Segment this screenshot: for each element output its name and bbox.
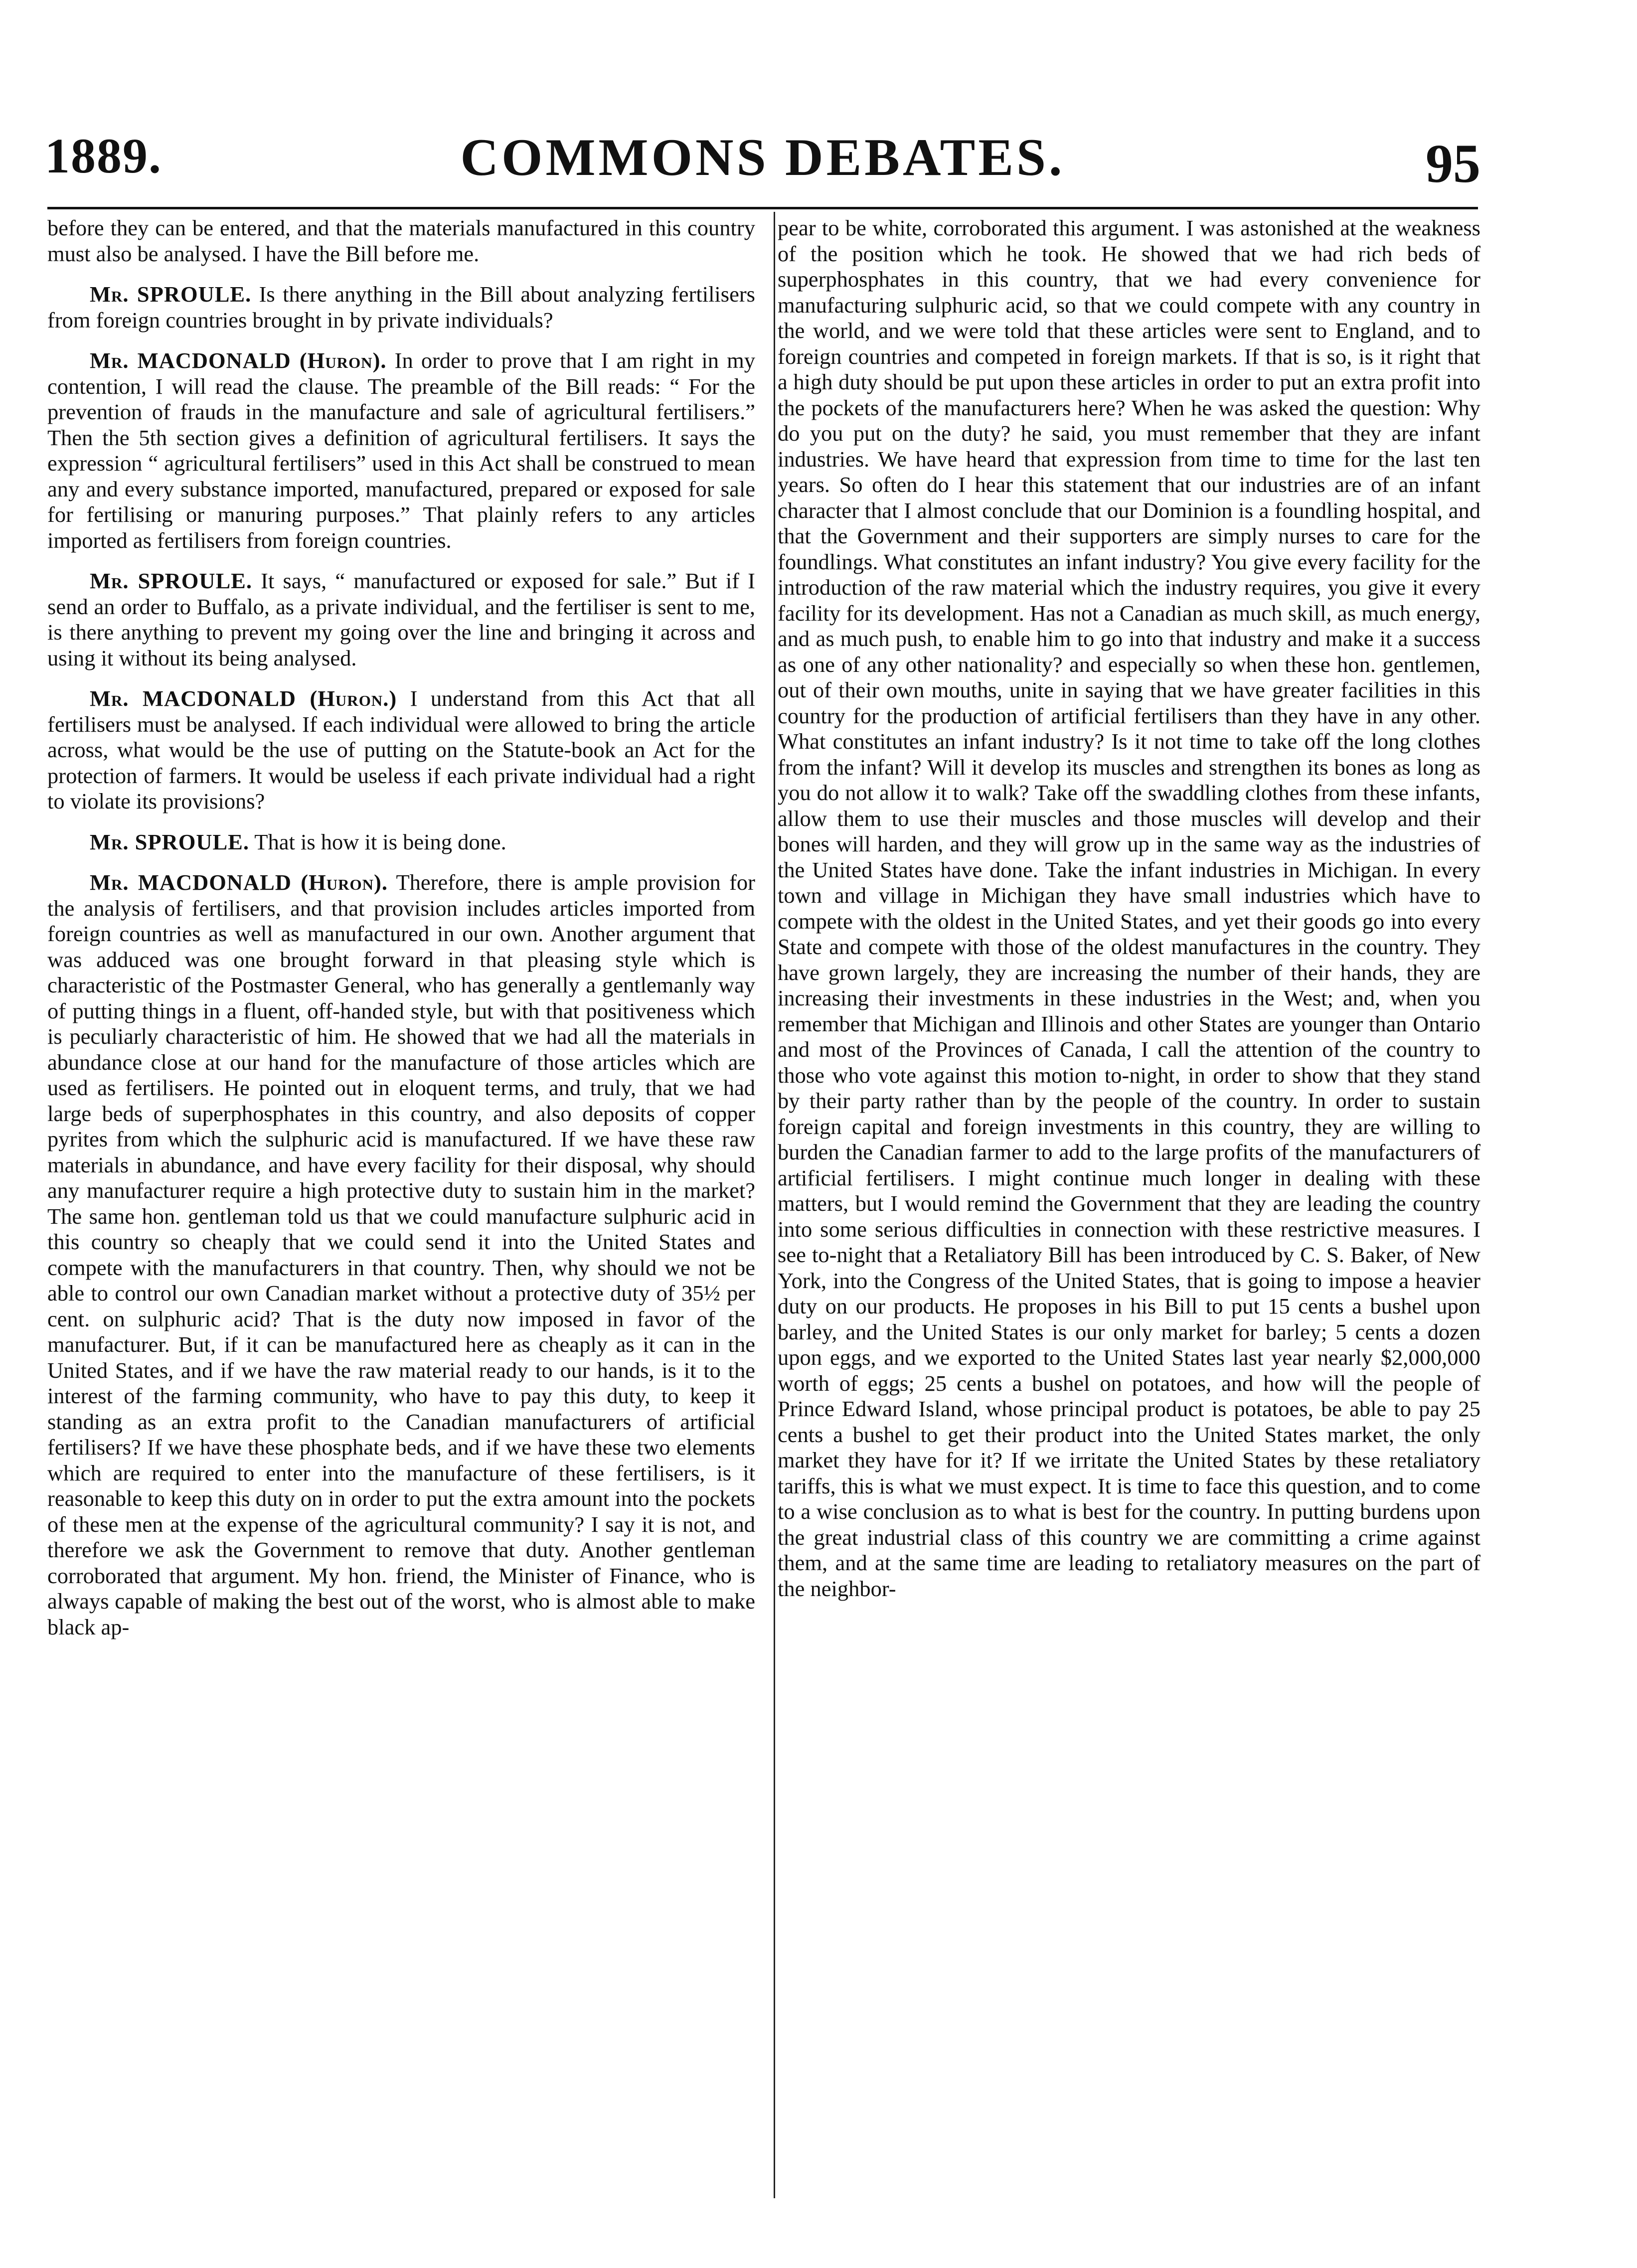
page-header	[45, 127, 1480, 192]
left-column	[47, 215, 755, 1655]
speech-text: It says, “ manufactured or exposed for sale.” But if I send an order to Buffalo, as a private individual, and the fertiliser is sent to me, is there anything to prevent my going over the line and bringing it across and using it without its being analysed.	[47, 568, 756, 670]
speaker-name: Mr. MACDONALD (Huron.)	[90, 686, 397, 711]
speech-paragraph	[47, 829, 755, 855]
speech-text: Is there anything in the Bill about analyzing fertilisers from foreign countries brought in by private individuals?	[47, 282, 755, 332]
header-year: 1889.	[45, 128, 162, 183]
speech-text: Therefore, there is ample provision for the analysis of fertilisers, and that provision includes articles imported from foreign countries as well as manufactured in our own. Another argument that was adduced was one brought forward in that pleasing style which is characteristic of the Postmaster General, who has generally a gentlemanly way of putting things in a fluent, off-handed style, but with that positiveness which is peculiarly characteristic of him. He showed that we had all the materials in abundance close at our hand for the manufacture of those articles which are used as fertilisers. He pointed out in eloquent terms, and truly, that we had large beds of superphosphates in this country, and also deposits of copper pyrites from which the sulphuric acid is manufactured. If we have these raw materials in abundance, and have every facility for their disposal, why should any manufacturer require a high protective duty to sustain him in the market? The same hon. gentleman told us that we could manufacture sulphuric acid in this country so cheaply that we could send it into the United States and compete with the manufacturers in that country. Then, why should we not be able to control our own Canadian market without a protective duty of 35½ per cent. on sulphuric acid? That is the duty now imposed in favor of the manufacturer. But, if it can be manufactured here as cheaply as it can in the United States, and if we have the raw material ready to our hands, is it to the interest of the farming community, who have to pay this duty, to keep it standing as an extra profit to the Canadian manufacturers of artificial fertilisers? If we have these phosphate beds, and if we have these two elements which are required to enter into the manufacture of these fertilisers, is it reasonable to keep this duty on in order to put the extra amount into the pockets of these men at the expense of the agricultural community? I say it is not, and therefore we ask the Government to remove that duty. Another gentleman corroborated that argument. My hon. friend, the Minister of Finance, who is always capable of making the best out of the worst, who is almost able to make black ap-	[47, 870, 755, 1639]
paragraph-continuation: before they can be entered, and that the materials manufactured in this country must also be analysed. I have the Bill before me.	[47, 215, 755, 266]
speech-paragraph	[47, 870, 755, 1640]
right-column	[778, 215, 1480, 1617]
paragraph-continuation: pear to be white, corroborated this argument. I was astonished at the weakness of the position which he took. He showed that we had rich beds of superphosphates in this country, that we had every convenience for manufacturing sulphuric acid, so that we could compete with any country in the world, and we were told that these articles were sent to England, and to foreign countries and competed in foreign markets. If that is so, is it right that a high duty should be put upon these articles in order to put an extra profit into the pockets of the manufacturers here? When he was asked the question: Why do you put on the duty? he said, you must remember that they are infant industries. We have heard that expression from time to time for the last ten years. So often do I hear this statement that our industries are of an infant character that I almost conclude that our Dominion is a foundling hospital, and that the Government and their supporters are simply nurses to care for the foundlings. What constitutes an infant industry? You give every facility for the introduction of the raw material which the industry requires, you give it every facility for its development. Has not a Canadian as much skill, as much energy, and as much push, to enable him to go into that industry and make it a success as one of any other nationality? and especially so when these hon. gentlemen, out of their own mouths, unite in saying that we have greater facilities in this country for the production of artificial fertilisers than they have in any other. What constitutes an infant industry? Is it not time to take off the long clothes from the infant? Will it develop its muscles and strengthen its bones as long as you do not allow it to walk? Take off the swaddling clothes from these infants, allow them to use their muscles and those muscles will develop and their bones will harden, and they will grow up in the same way as the industries of the United States have done. Take the infant industries in Michigan. In every town and village in Michigan they have small industries which have to compete with the oldest in the United States, and yet their goods go into every State and compete with those of the oldest manufactures in the country. They have grown largely, they are increasing the number of their hands, they are increasing their investments in these industries in the West; and, when you remember that Michigan and Illinois and other States are younger than Ontario and most of the Provinces of Canada, I call the attention of the country to those who vote against this motion to-night, in order to show that they stand by their party rather than by the people of the country. In order to sustain foreign capital and foreign investments in this country, they are willing to burden the Canadian farmer to add to the large profits of the manufacturers of artificial fertilisers. I might continue much longer in dealing with these matters, but I would remind the Government that they are leading the country into some serious difficulties in connection with these restrictive measures. I see to-night that a Retaliatory Bill has been introduced by C. S. Baker, of New York, into the Congress of the United States, that is going to impose a heavier duty on our products. He proposes in his Bill to put 15 cents a bushel upon barley, and the United States is our only market for barley; 5 cents a dozen upon eggs, and we exported to the United States last year nearly $2,000,000 worth of eggs; 25 cents a bushel on potatoes, and how will the people of Prince Edward Island, whose principal product is potatoes, be able to pay 25 cents a bushel to get their product into the United States market, the only market they have for it? If we irritate the United States by these retaliatory tariffs, this is what we must expect. It is time to face this question, and to come to a wise conclusion as to what is best for the country. In putting burdens upon the great industrial class of this country we are committing a crime against them, and at the same time are leading to retaliatory measures on the part of the neighbor-	[778, 215, 1480, 1601]
speaker-name: Mr. MACDONALD (Huron).	[90, 870, 388, 895]
speaker-name: Mr. SPROULE.	[90, 568, 252, 593]
speech-paragraph	[47, 282, 755, 333]
speaker-name: Mr. MACDONALD (Huron).	[90, 348, 387, 373]
header-title: COMMONS DEBATES.	[460, 128, 1065, 186]
page-number: 95	[1426, 133, 1480, 194]
speaker-name: Mr. SPROULE.	[90, 829, 249, 854]
speech-paragraph	[47, 568, 755, 671]
column-divider	[774, 212, 775, 2198]
speech-text: I understand from this Act that all fertilisers must be analysed. If each individual were allowed to bring the article across, what would be the use of putting on the Statute-book an Act for the protection of farmers. It would be useless if each private individual had a right to violate its provisions?	[47, 686, 756, 813]
speech-paragraph	[47, 686, 755, 814]
speech-text: In order to prove that I am right in my contention, I will read the clause. The preamble of the Bill reads: “ For the prevention of frauds in the manufacture and sale of agricultural fertilisers.” Then the 5th section gives a definition of agricultural fertilisers. It says the expression “ agricultural fertilisers” used in this Act shall be construed to mean any and every substance imported, manufactured, prepared or exposed for sale for fertilising or manuring purposes.” That plainly refers to any articles imported as fertilisers from foreign countries.	[47, 348, 756, 553]
header-rule	[47, 207, 1478, 209]
speaker-name: Mr. SPROULE.	[90, 282, 252, 307]
speech-paragraph	[47, 348, 755, 553]
speech-text: That is how it is being done.	[254, 829, 506, 854]
